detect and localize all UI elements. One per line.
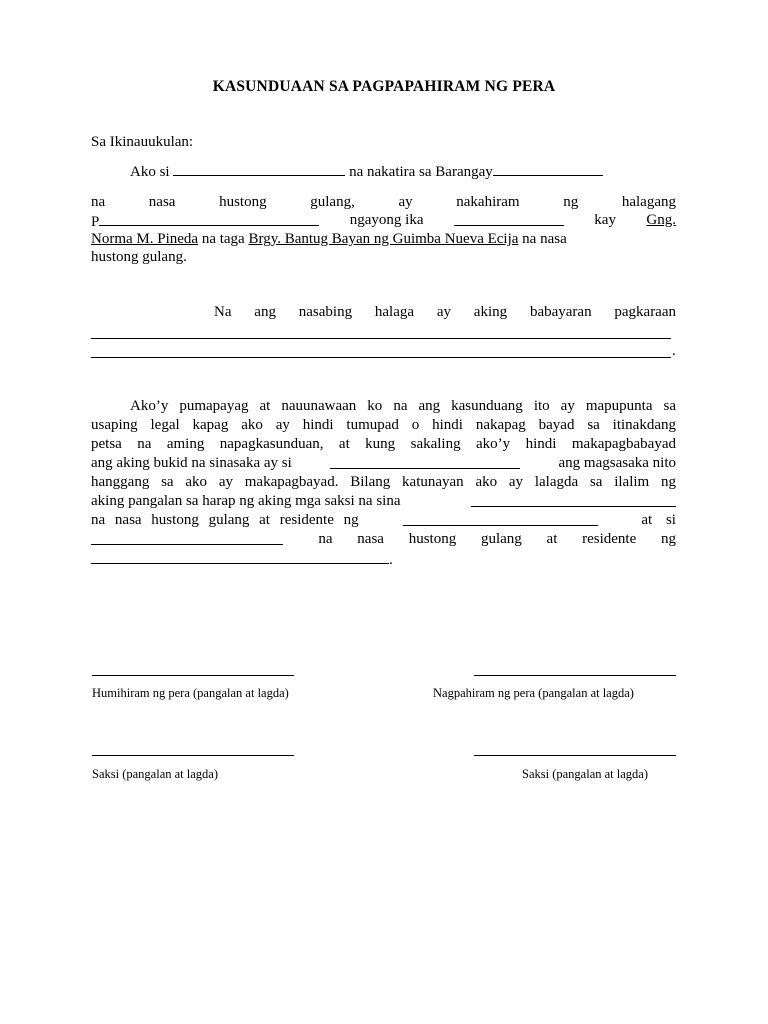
witness-right-signature-line <box>474 755 676 756</box>
lender-address: Brgy. Bantug Bayan ng Guimba Nueva Ecija <box>248 231 519 247</box>
para3-period: . <box>389 552 393 568</box>
para2-line1: Na ang nasabing halaga ay aking babayaran pagkaraan <box>214 304 676 320</box>
lender-signature-label: Nagpahiram ng pera (pangalan at lagda) <box>433 686 634 700</box>
payment-terms-blank-1 <box>91 338 671 339</box>
borrower-name-blank <box>173 161 345 176</box>
para1-line1 <box>130 161 603 181</box>
para3-line3: petsa na aming napagkasunduan, at kung sakaling ako’y hindi makapagbabayad <box>91 436 676 452</box>
para3-line8 <box>91 530 676 548</box>
witness-left-signature-label: Saksi (pangalan at lagda) <box>92 767 218 781</box>
para3-text: ang aking bukid na sinasaka ay si <box>91 455 292 471</box>
para3-text: ang magsasaka nito <box>558 455 676 471</box>
lender-name: Norma M. Pineda <box>91 231 199 247</box>
para1-line3 <box>91 211 676 231</box>
para1-text: ngayong ika <box>349 212 424 228</box>
amount-blank <box>99 211 319 226</box>
date-blank <box>454 211 564 226</box>
para1-text: P <box>91 214 100 230</box>
para1-text: Gng. <box>646 212 676 228</box>
para3-text: na nasa hustong gulang at residente ng <box>91 512 359 528</box>
para3-text: at si <box>641 512 676 528</box>
borrower-signature-label: Humihiram ng pera (pangalan at lagda) <box>92 686 289 700</box>
para3-line7 <box>91 511 676 529</box>
para3-text: na nasa hustong gulang at residente ng <box>318 531 676 547</box>
para1-text: na nakatira sa Barangay <box>349 164 493 180</box>
payment-terms-blank-2 <box>91 357 671 358</box>
para3-line4 <box>91 454 676 472</box>
borrower-signature-line <box>92 675 294 676</box>
para1-text: Ako si <box>130 164 170 180</box>
lender-signature-line <box>474 675 676 676</box>
para3-line1: Ako’y pumapayag at nauunawaan ko na ang kasunduang ito ay mapupunta sa <box>130 398 676 414</box>
para1-line2: na nasa hustong gulang, ay nakahiram ng halagang <box>91 194 676 210</box>
para3-line5: hanggang sa ako ay makapagbayad. Bilang katunayan ako ay lalagda sa ilalim ng <box>91 474 676 490</box>
barangay-blank <box>493 161 603 176</box>
para3-text: aking pangalan sa harap ng aking mga saksi na sina <box>91 493 401 509</box>
para1-line4 <box>91 230 567 248</box>
witness1-residence-blank <box>403 511 598 526</box>
para1-text: na nasa <box>522 231 567 247</box>
para3-line9 <box>91 549 393 569</box>
witness2-residence-blank <box>91 549 389 564</box>
witness-left-signature-line <box>92 755 294 756</box>
para3-line6 <box>91 492 676 510</box>
witness-right-signature-label: Saksi (pangalan at lagda) <box>522 767 648 781</box>
document-title: KASUNDUAAN SA PAGPAPAHIRAM NG PERA <box>212 78 556 95</box>
para2-period: . <box>672 343 676 359</box>
farmer-name-blank <box>330 454 520 469</box>
para1-text: kay <box>594 212 616 228</box>
para1-line5: hustong gulang. <box>91 249 187 265</box>
witness1-name-blank <box>471 492 676 507</box>
para3-line2: usaping legal kapag ako ay hindi tumupad o hindi nakapag bayad sa itinakdang <box>91 417 676 433</box>
para1-text: na taga <box>201 231 245 247</box>
salutation: Sa Ikinauukulan: <box>91 134 194 150</box>
witness2-name-blank <box>91 530 283 545</box>
